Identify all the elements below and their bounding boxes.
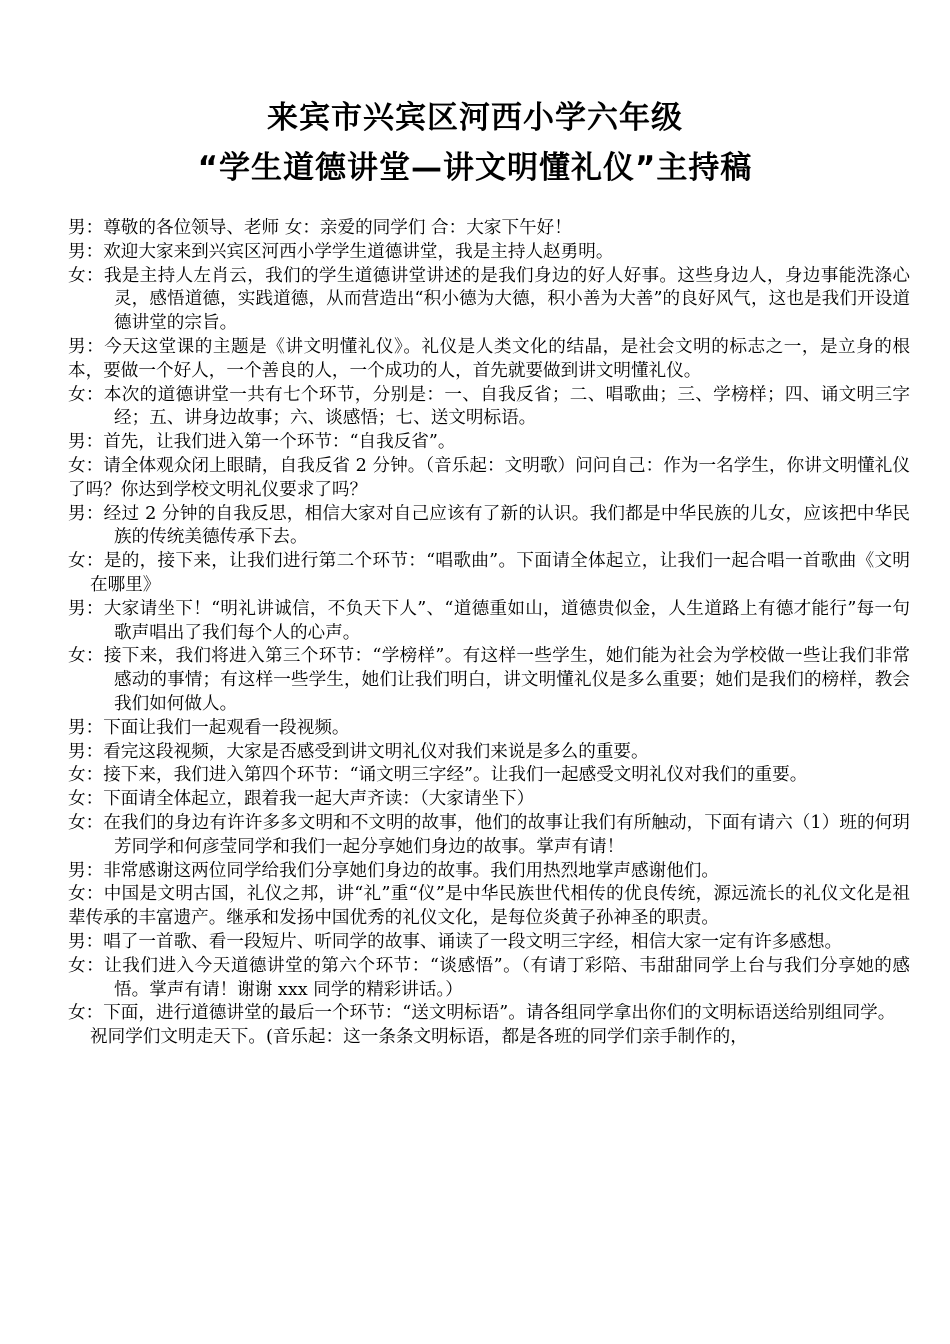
paragraph-recite: 女：下面请全体起立，跟着我一起大声齐读：（大家请坐下） — [68, 789, 535, 810]
paragraph-agenda: 女：本次的道德讲堂一共有七个环节，分别是：一、自我反省；二、唱歌曲；三、学榜样；四、诵文明三字经；五、讲身边故事；六、谈感悟；七、送文明标语。 — [68, 384, 910, 429]
paragraph-welcome: 男：欢迎大家来到兴宾区河西小学学生道德讲堂，我是主持人赵勇明。 — [68, 241, 614, 262]
paragraph-introduction: 女：我是主持人左肖云，我们的学生道德讲堂讲述的是我们身边的好人好事。这些身边人，身边事能洗涤心灵，感悟道德，实践道德，从而营造出“积小德为大德，积小善为大善”的良好风气，这也是我们开设道德讲堂的宗旨。 — [68, 265, 910, 334]
document-body — [68, 217, 910, 1050]
paragraph-thanks: 男：非常感谢这两位同学给我们分享她们身边的故事。我们用热烈地掌声感谢他们。 — [68, 860, 719, 881]
paragraph-stories: 女：在我们的身边有许许多多文明和不文明的故事，他们的故事让我们有所触动，下面有请六（1）班的何玥芳同学和何彦莹同学和我们一起分享她们身边的故事。掌声有请！ — [68, 812, 910, 857]
document-title-line-2: “学生道德讲堂—讲文明懂礼仪”主持稿 — [197, 150, 753, 186]
paragraph-theme: 男：今天这堂课的主题是《讲文明懂礼仪》。礼仪是人类文化的结晶，是社会文明的标志之一，是立身的根本，要做一个好人，一个善良的人，一个成功的人，首先就要做到讲文明懂礼仪。 — [68, 336, 910, 381]
paragraph-segment-7: 女：下面，进行道德讲堂的最后一个环节：“送文明标语”。请各组同学拿出你们的文明标语送给别组同学。 — [68, 1003, 896, 1024]
paragraph-segment-1: 男：首先，让我们进入第一个环节：“自我反省”。 — [68, 432, 456, 453]
paragraph-segment-3: 女：接下来，我们将进入第三个环节：“学榜样”。有这样一些学生，她们能为社会为学校做一些让我们非常感动的事情；有这样一些学生，她们让我们明白，讲文明懂礼仪是多么重要；她们是我们的榜样，教会我们如何做人。 — [68, 646, 910, 714]
paragraph-closing: 祝同学们文明走天下。(音乐起：这一条条文明标语，都是各班的同学们亲手制作的， — [90, 1027, 748, 1048]
paragraph-recap: 男：唱了一首歌、看一段短片、听同学的故事、诵读了一段文明三字经，相信大家一定有许多感想。 — [68, 931, 843, 952]
paragraph-greeting: 男：尊敬的各位领导、老师 女：亲爱的同学们 合：大家下午好！ — [68, 218, 572, 238]
paragraph-segment-4: 女：接下来，我们进入第四个环节：“诵文明三字经”。让我们一起感受文明礼仪对我们的重要。 — [68, 765, 808, 786]
paragraph-song-summary: 男：大家请坐下！“明礼讲诚信，不负天下人”、“道德重如山，道德贵似金，人生道路上有德才能行”每一句歌声唱出了我们每个人的心声。 — [68, 598, 910, 643]
paragraph-self-reflection: 女：请全体观众闭上眼睛，自我反省 2 分钟。（音乐起：文明歌）问问自己：作为一名学生，你讲文明懂礼仪了吗？你达到学校文明礼仪要求了吗？ — [68, 455, 910, 500]
paragraph-video: 男：下面让我们一起观看一段视频。 — [68, 717, 350, 738]
paragraph-etiquette-culture: 女：中国是文明古国，礼仪之邦，讲“礼”重“仪”是中华民族世代相传的优良传统，源远流长的礼仪文化是祖辈传承的丰富遗产。继承和发扬中国优秀的礼仪文化，是每位炎黄子孙神圣的职责。 — [68, 884, 910, 929]
paragraph-segment-6: 女：让我们进入今天道德讲堂的第六个环节：“谈感悟”。（有请丁彩陪、韦甜甜同学上台与我们分享她的感悟。掌声有请！谢谢 xxx 同学的精彩讲话。） — [68, 955, 910, 1000]
document-title-line-1: 来宾市兴宾区河西小学六年级 — [267, 100, 683, 136]
paragraph-reflection-summary: 男：经过 2 分钟的自我反思，相信大家对自己应该有了新的认识。我们都是中华民族的儿女，应该把中华民族的传统美德传承下去。 — [68, 503, 910, 548]
paragraph-segment-2: 女：是的，接下来，让我们进行第二个环节：“唱歌曲”。下面请全体起立，让我们一起合唱一首歌曲《文明在哪里》 — [68, 551, 910, 595]
paragraph-video-summary: 男：看完这段视频，大家是否感受到讲文明礼仪对我们来说是多么的重要。 — [68, 741, 649, 762]
